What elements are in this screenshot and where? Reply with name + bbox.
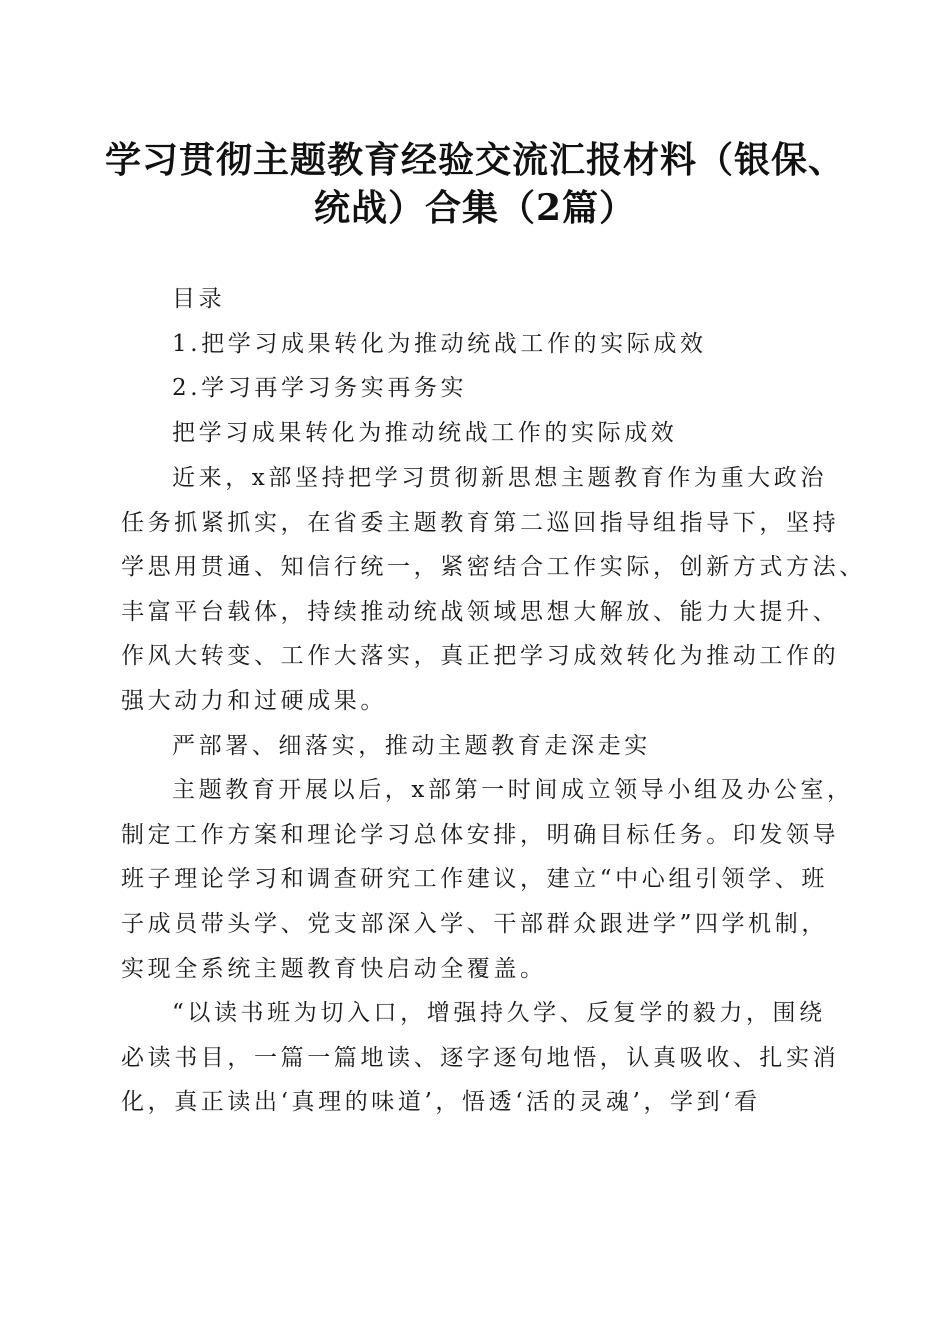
table-of-contents xyxy=(121,277,841,455)
paragraph-3-line: 化，真正读出‘真理的味道’，悟透‘活的灵魂’，学到‘看 xyxy=(121,1089,761,1116)
paragraph-1-line: 任务抓紧抓实，在省委主题教育第二巡回指导组指导下，坚持 xyxy=(121,509,840,536)
paragraph-1-line: 作风大转变、工作大落实，真正把学习成效转化为推动工作的 xyxy=(121,643,840,670)
paragraph-2-line: 制定工作方案和理论学习总体安排，明确目标任务。印发领导 xyxy=(121,821,840,848)
document-title-line-1: 学习贯彻主题教育经验交流汇报材料（银保、 xyxy=(104,139,845,181)
paragraph-2-line: 子成员带头学、党支部深入学、干部群众跟进学”四学机制， xyxy=(121,910,828,937)
paragraph-2-line: 班子理论学习和调查研究工作建议，建立“中心组引领学、班 xyxy=(121,866,828,893)
toc-item-2: 2.学习再学习务实再务实 xyxy=(172,375,468,402)
paragraph-2-line: 主题教育开展以后，x部第一时间成立领导小组及办公室， xyxy=(172,777,854,804)
paragraph-1-line: 学思用贯通、知信行统一，紧密结合工作实际，创新方式方法、 xyxy=(121,554,866,581)
subheading-1: 严部署、细落实，推动主题教育走深走实 xyxy=(172,732,651,759)
toc-item-1: 1.把学习成果转化为推动统战工作的实际成效 xyxy=(172,330,707,357)
document-title-line-2: 统战）合集（2篇） xyxy=(313,187,637,229)
toc-heading: 目录 xyxy=(172,286,226,312)
paragraph-2-line: 实现全系统主题教育快启动全覆盖。 xyxy=(121,955,547,982)
paragraph-1-line: 丰富平台载体，持续推动统战领域思想大解放、能力大提升、 xyxy=(121,598,840,625)
paragraph-1-line: 近来，x部坚持把学习贯彻新思想主题教育作为重大政治 xyxy=(172,465,827,491)
paragraph-3-line: 必读书目，一篇一篇地读、逐字逐句地悟，认真吸收、扎实消 xyxy=(121,1044,840,1071)
article-body xyxy=(121,456,866,1125)
paragraph-3-line: “以读书班为切入口，增强持久学、反复学的毅力，围绕 xyxy=(172,1000,826,1027)
section-title: 把学习成果转化为推动统战工作的实际成效 xyxy=(172,419,678,446)
paragraph-1-line: 强大动力和过硬成果。 xyxy=(121,687,387,714)
